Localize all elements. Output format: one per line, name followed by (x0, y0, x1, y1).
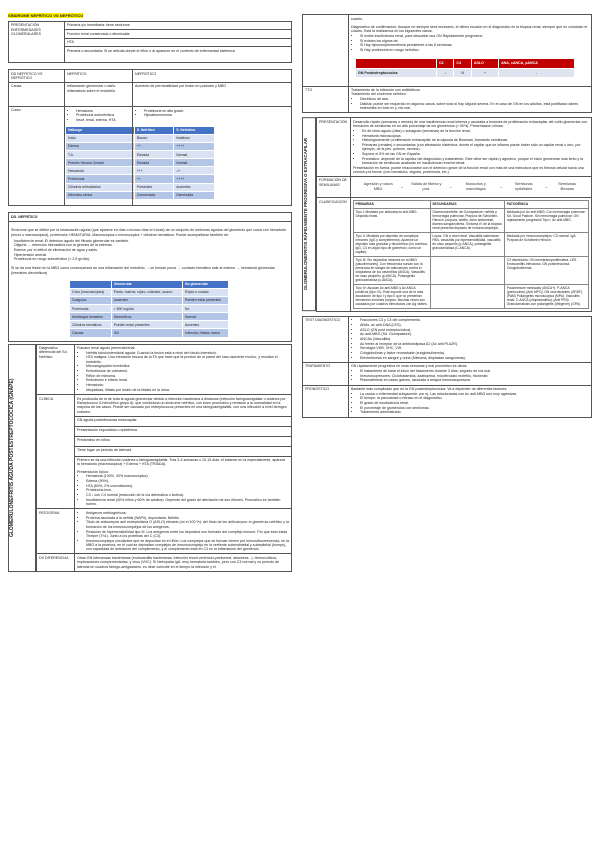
rpgn-vertical-label: GLOMERULONEFRITIS RÁPIDAMENTE PROGRESIVA O EXTRACAPILAR (302, 117, 316, 311)
table-cell: GN (111, 329, 182, 337)
table-row (66, 134, 215, 142)
ctab-head: ASLO (471, 59, 498, 68)
list-item: • Pronóstico: depende de la rapidez del diagnóstico y tratamiento. Este debe ser rápido y agresivo, porque el inicio glomerular más lento y la formación de semilunas acabarán en insuficiencia renal terminal. (362, 157, 589, 166)
table-cell: +++ (134, 167, 173, 175)
list-item: • Insuf. renal, edema, HTA (76, 118, 130, 122)
classification-table (353, 200, 589, 309)
table-cell: Mediada por Ac anti-MBG: Con hemorragia pulmonar: Sd. Good Pasture. Sin hemorragia pulmonar: GN rápidamente progresiva Tipo I, Ac anti-MBG. (505, 208, 589, 232)
table-cell: Pardo, marrón, rojizo, colerado, oscuro (111, 288, 182, 296)
table-cell: ++++ (174, 142, 215, 150)
table-cell: Glomerulonefritis: de Goodpasture: nefritis y hemorragia pulmonar. Púrpura de Schönlein-Henoch, púrpura, artritis, dolor abdominal, diarrea sanguinolenta. Síntoma IV de la biopsia renal presenta depósito de inmunocomplejos. (430, 208, 504, 232)
flow-step: Monocitos y macrófagos (465, 182, 486, 192)
arrow-right-icon: → (544, 184, 549, 189)
ctab-head: C3 (436, 59, 453, 68)
table-cell: Ausentes (174, 183, 215, 191)
def-cell: HTA (65, 38, 292, 46)
list-item: • Hipoalbuminemia (144, 113, 289, 117)
right-top-content (349, 15, 592, 87)
compare-label: Causa (9, 82, 65, 106)
rpgn-section (302, 117, 592, 311)
list-item: • HTA maligna: Una elevación brusca de la TA que hace que la presión de la pared del vaso aumente mucho, y resultan el endotelio. (86, 355, 289, 364)
rpgn-table (316, 117, 592, 311)
list-item: • Plasmaféresis en casos graves, asociada a terapia inmunosupresora. (360, 378, 589, 382)
text-line: GN rápidamente progresiva en unas semanas y mal pronóstico es ultras: (351, 364, 468, 369)
rpgn-label: CLASIFICACIÓN (317, 198, 351, 311)
text-line: Diagnóstico de confirmación: Aunque no siempre será necesario, el último escalón en el diagnóstico es la biopsia renal, siempre que no coincidan el cuadro. Está la realizamos en los siguientes casos: (351, 24, 588, 34)
ctab-head: ANA, cANCA, pANCA (499, 59, 575, 68)
bottom-table (302, 316, 592, 418)
gn-row-label: DX DIFERENCIAL (37, 554, 75, 571)
list-item: • Tratamiento administrado. (360, 410, 589, 414)
nefritico-section (8, 212, 292, 341)
list-item: Proteinuria en rango subnefrótico (< 2,5 gr/día). (14, 257, 90, 262)
list-item: • ANAs, ac anti-DNA (LES). (360, 323, 589, 327)
table-cell: Pueden estar presentes (183, 296, 229, 304)
complement-table (355, 58, 575, 78)
table-cell: Mediada por inmunocomplejos: C3 normal. IgA: Púrpura de Schönlein Henoch. (505, 232, 589, 256)
table-cell: Proteinuria (70, 305, 112, 313)
gn-clinic (75, 456, 292, 509)
text-line: Bastante más complicado que en la GN postestreptocócica. Va a depender de diferentes factores: (351, 387, 508, 392)
text-line: Tratamiento del síndrome nefrítico: (351, 92, 407, 97)
list-item: • Histológicamente: proliferación extracapilar de la cápsula de Bowman, formando semilunas. (362, 138, 589, 142)
prono-label: PRONÓSTICO (303, 385, 349, 417)
compare-label: Curso (9, 106, 65, 206)
compare-head: NEFRÓTICO (133, 70, 292, 83)
text-line: Primero se da una infección cutánea o faringoamigdalitis. Tras 3-4 semanas o 10-15 días: el balance en la especialmente, aparece la hematuria (macroscópica) + Edema + HTA (TRIADA). (77, 458, 286, 467)
list-item: • Si existen los signos de: (360, 39, 589, 43)
list-item: • Edema (90%). (86, 479, 289, 483)
page-title: SÍNDROME NEFRÍTICO VS NEFRÓTICO (8, 13, 84, 18)
ctab-head: C4 (454, 59, 471, 68)
list-item: • Primarias (renales) o secundarias (con afectación sistémica, donde el capilar que se inflama puede haber sido un capilar renal u otro, por ejemplo, de la piel, pulmón, nervios). (362, 143, 589, 152)
right-column (302, 14, 592, 418)
table-row (66, 167, 215, 175)
list-item: • Titulo de anticuerpos anti estreptolisina O (ASLO) elevado (no el 100 %): del título de los anticuerpos: el glomérulo-nefrítico y la formación de los inmunocomplejos de los antígenos. (86, 520, 289, 529)
table-cell: Pueden estar presentes (111, 321, 182, 329)
table-cell: Proteinuria (66, 175, 135, 183)
gn-table (36, 344, 292, 572)
list-item: • El tiempo: la precocidad o retraso en el diagnóstico. (360, 396, 589, 400)
list-item: • Nefritis tubulointersticial aguda: Cuando la lesión está a nivel del túbulo-intersticio. (86, 351, 289, 355)
list-item: • Inmunocomplejos circulantes que se depositan en el riñón: Los complejos que se forman vienen por inmunofluorescencia, en la MBG a la proteína, en el cual se depositan complejos de inmunocomplejo en la vertiente subendotelial y subepitelial (humps), con capacidad de activación del complemento, y el complemento está en C3 en la inflamación del glomérulo. (86, 539, 289, 552)
ctab-cell: + (471, 68, 498, 77)
ctab-cell: ↓ (436, 68, 453, 77)
table-cell: Conservada (134, 191, 173, 199)
table-row (354, 256, 589, 284)
table-cell: Edema (66, 142, 135, 150)
list-item: • Embolismos de colesterol. (86, 369, 289, 373)
list-item: • Diálisis: puede ser requerido en algunos casos, sobre todo si hay oliguria severa. En el caso de GN en los adultos, está justificado darles esteroides en bolo ev y vía oral. (360, 102, 589, 111)
list-item: • Fracciones C3 y C4 del complemento. (360, 318, 589, 322)
table-cell: > 500 mg/día (111, 305, 182, 313)
list-item: • Proteinuria en alto grado (144, 109, 289, 113)
table-cell: Hematuria (66, 167, 135, 175)
table-header: PRIMARIAS (354, 200, 431, 208)
list-item: • Riñón de mieloma. (86, 374, 289, 378)
gn-row-label: PATOGENIA (37, 509, 75, 554)
list-item: • Hematuria: (86, 383, 289, 387)
table-row (354, 232, 589, 256)
prono-content (349, 385, 592, 417)
arrow-right-icon: → (448, 184, 453, 189)
table-cell: Tipo IV: Asocian Ac anti-MBG y Ac ANCA positivos (tipo I II). Este supone una de la más asociación de tipo I y tipo II que no presentan elementos inmunes propios. Muchas veces son causados por cuadros infecciosos con Ag virales. (354, 284, 431, 308)
table-row (70, 296, 229, 304)
table-header: SECUNDARIAS (430, 200, 504, 208)
list-item: • Insuficiencia renal (40% niños y 60% de adultos). Depende del grado de afectación de sus riñones. Pronóstico es también bueno. (86, 498, 289, 507)
list-item: • Es de inicio agudo (días) o subagudo (semanas) de la función renal. (362, 129, 589, 133)
list-item: • Inmunosupresores: Ciclofosfamida, azatioprina, micofenolato mofetilo, rituximab. (360, 374, 589, 378)
nefritico-intro: Síndrome que se define por la instauración aguda (que aparece en días o incluso días en horas) de un conjunto de síntomas agudos del glomérulo que cursa con hematuria (micro o macroscópica), proteinuria: HEMATURIA: Macroscópica o microscópica + cilindros hemáticos. Puede acompañarse también de: (11, 228, 286, 237)
list-item: • Serología VHB, VHC, VIH. (360, 346, 589, 350)
compare-head: NEFRÍTICO (65, 70, 133, 83)
list-item: • Si existe insuficiencia renal, para descartar una GN Rápidamente progresiva. (360, 34, 589, 38)
flow-step: Semilunas epiteliales (514, 182, 533, 192)
list-item: • Hematuria microscópica. (362, 134, 589, 138)
blank-cell (303, 15, 349, 87)
list-item: • Ac frente al receptor de la antifosfolipasa A2 (Ac anti PLA2R). (360, 342, 589, 346)
table-cell: Rojizo o rosado (183, 288, 229, 296)
gn-row-content (75, 509, 292, 554)
table-cell: Elevada (134, 159, 173, 167)
gn-vertical-label: GLOMERULONEFRITIS AGUDA POSTESTREPTOCÓCICA (GNAPE) (8, 344, 36, 572)
table-row (70, 329, 229, 337)
compare-cell: Aumento de permeabilidad por lesión en podocito y MBG (133, 82, 292, 106)
table-cell: No (183, 305, 229, 313)
tto-content (349, 86, 592, 113)
trat-label: TRATAMIENTO (303, 362, 349, 385)
table-cell: Cilindros hemáticos (70, 321, 112, 329)
text-line: Tratamiento de la infección con antibióticos. (351, 88, 421, 93)
gn-section (8, 344, 292, 572)
definition-table (8, 21, 292, 63)
list-item: Insuficiencia renal: El deterioro agudo del filtrado glomerular es variable. (14, 238, 130, 243)
list-item: • Ac anti-MBG (Sd. Goodpasture). (360, 332, 589, 336)
table-cell: Ausentes (183, 321, 229, 329)
table-cell: Brusco (134, 134, 173, 142)
nefritico-nefrotico-table (65, 126, 215, 200)
table-cell: ++ (134, 175, 173, 183)
list-item: • Proteinuria leve. (86, 488, 289, 492)
ctab-cell: GN Postestreptocócica (356, 68, 437, 77)
table-cell: Pauciinmune mediadas (ANCA+): P-ANCA (perinuclear) (Anti MPO): GN necrotizantes (GRDF), (PAM) Poliangeítis microscópica (MPA). Vasculitis renal. C-ANCA (citoplasmático) (Anti PR3): Granulomatosis con poliangeítis (Wegener) (GPA). (505, 284, 589, 308)
text-line: Desarrollo rápido (semanas o meses) de una insuficiencia renal intensa y asociada a lesiones de proliferación extracapilar del ovillo glomerular con formación de semilunas en un alto porcentaje de los glomérulos (> 50%). Presentación clínica: (353, 119, 588, 129)
table-row (70, 288, 229, 296)
right-top-table (302, 14, 592, 113)
gn-row-label: Diagnóstico diferencial del Sd. Nefrítico (37, 344, 75, 394)
table-cell: -/+ (174, 167, 215, 175)
gn-row-content: Es producida de la de toda la aguda glomerular debido a infección bacteriana a distancia (infección faringoamigdalar o cutánea por Estreptococo ß-hemolítico grupo A), que condiciona un síndrome nefrítico, con buen pronóstico y remisión a la normalidad en la mayoría de los casos. Puede ser causado por estreptococos presentes en una faringoamigdalitis, con una infección a nivel faríngeo cutáneo. (75, 395, 292, 417)
table-row (70, 313, 229, 321)
table-cell: Dismórficos (111, 313, 182, 321)
list-item: • Microangiopatía trombótica. (86, 364, 289, 368)
gn-row-content (75, 344, 292, 394)
def-cell: Función renal conservada o disminuida (65, 30, 292, 38)
ctab-head (356, 59, 437, 68)
table-cell: C3 disminuido: GN membranoproliferativa. LES. Endocarditis infecciosa. GN postinfecciosa. Crioglobulinemia. (505, 256, 589, 284)
table-cell: Tipo I: Mediada por anticuerpos anti-MBG. Depósito lineal. (354, 208, 431, 232)
table-cell: Normal (174, 151, 215, 159)
rpgn-content (351, 118, 592, 177)
table-cell: Elevada (134, 151, 173, 159)
list-item: Oliguria → retención hidrosalina con la génesis de la edemas. (14, 243, 113, 248)
def-cell: Primaria y/o hereditaria: tiene sindrome (65, 21, 292, 29)
text-line: Presentación en forma: puede relacionarse con el deterioro grave de la función renal con más de una estructura que es fibrosis celular hacia una crónica y la forma: (con hematuria, oliguria, proteinuria, etc.). (353, 165, 584, 175)
left-column (8, 14, 292, 572)
list-item: • Diuréticos de asa. (360, 97, 589, 101)
table-row (66, 159, 215, 167)
table-cell: Normal (174, 159, 215, 167)
test-content (349, 316, 592, 362)
list-item: • Hematuria (76, 109, 130, 113)
glomerular-table (69, 280, 229, 338)
table-header: No glomerular (183, 280, 229, 288)
arrow-right-icon: → (400, 184, 405, 189)
gn-sub: Presentación esporádica o epidémica (75, 426, 292, 436)
table-cell: ++++ (174, 175, 215, 183)
nefritico-title: DD. NEFRÍTICO (9, 213, 291, 221)
compare-table (8, 69, 292, 206)
table-row (70, 305, 229, 313)
arrow-right-icon: → (499, 184, 504, 189)
table-cell (430, 284, 504, 308)
list-item: • El grado de insuficiencia renal. (360, 401, 589, 405)
table-cell: T.A. (66, 151, 135, 159)
table-cell: Ausentes (111, 296, 182, 304)
table-cell: Color (macroscópica) (70, 288, 112, 296)
table-cell: Normal (183, 313, 229, 321)
gn-row-content: Otras GN infecciosas bacterianas (endocarditis bacterianas, infección shunt ventrículo-peritoneal, abscesos...): Hemocultivos, exploraciones complementarias, y virus (VHC). Si Nefropatía IgA: muy hematuria también, pero con C3 normal y no periodo de latencia en cuadros faringo-amigdalares, es decir coincide en el tiempo la infección y el (75, 554, 292, 571)
gn-sub: Tiene lugar un periodo de latencia (75, 446, 292, 456)
table-cell: Presentes (134, 183, 173, 191)
table-header: Hallazgo (66, 126, 135, 134)
nefritico-extra: Si se da una lesión en la MBG como consecuencia de una inflamación del endotelio → se forman poros → contacto hemático sale al exterior → hematuria glomerular (hematíes dismórficos) (11, 266, 275, 275)
list-item: Edema: por el déficit de eliminación de agua y sales. (14, 248, 98, 253)
list-item: • Reacción de hipersensibilidad tipo III. Los antígenos entre los depósitos son formado del complejo inmune. Por que esto estas Theiper (Th1). Junto a los proteinas del C (C3). (86, 530, 289, 539)
table-row (66, 175, 215, 183)
table-cell: Inicio (66, 134, 135, 142)
list-item: • La causa o enfermedad subyacente: por ej. Las relacionadas con Ac anti-MBG son muy agresivas. (360, 392, 589, 396)
flow-step: Semilunas fibrosas (558, 182, 576, 192)
list-item: • Crioglobulinas y factor reumatoide (crioglobulinemia). (360, 351, 589, 355)
list-item: • ANCAs (Vasculitis). (360, 337, 589, 341)
table-row (354, 284, 589, 308)
text-line: cuadro. (351, 16, 363, 21)
data-table-wrap (65, 126, 289, 200)
trat-content (349, 362, 592, 385)
flow-diagram (351, 176, 592, 197)
nefritico-list (9, 239, 291, 262)
list-item: • Supone el 5% de las GN en España. (362, 152, 589, 156)
compare-head: DD NEFRÍTICO VS NEFRÓTICO (9, 70, 65, 83)
table-header (70, 280, 112, 288)
list-item: • Proteína asociada a la nefritis (NAPlr), depositada, Nefritis (86, 516, 289, 520)
table-row (66, 191, 215, 199)
table-cell (430, 256, 504, 284)
gn-sub: Predominio en niños (75, 436, 292, 446)
list-item: • El porcentaje de glomérulos con semilunas. (360, 406, 589, 410)
table-row (66, 183, 215, 191)
table-cell: Presión Venosa Central (66, 159, 135, 167)
table-cell: Lupus: GN a nivel renal. Vasculitis sistémicas: PAN, vasculitis por hipersensibilidad, vasculitis de vaso pequeño (p-ANCA), poliangeitis granulomatosa (C-ANCA). (430, 232, 504, 256)
list-item: • Electroforesis en sangre y orina (Mieloma, displasias sanguíneas). (360, 356, 589, 360)
table-header: Glomerular (111, 280, 182, 288)
table-row (66, 142, 215, 150)
gn-row-label: CLÍNICA (37, 395, 75, 509)
list-item: • Si Hay hipocomplementemia persistente a las 8 semanas. (360, 43, 589, 47)
list-item: • Proteinuria subnefrótica (76, 113, 130, 117)
list-item: • El tratamiento de base el inicio del tratamiento durante 3 días, seguido de vía oral. (360, 369, 589, 373)
table-header: PATOGÉNICA (505, 200, 589, 208)
list-item: • Antígenos nefritogénicos: (86, 511, 289, 515)
list-item: • HTA (60%; 2% convulsiones). (86, 484, 289, 488)
list-item: • Embolismo e infarto renal. (86, 378, 289, 382)
list-item: Hipertensión arterial. (14, 252, 48, 257)
table-row (66, 151, 215, 159)
table-cell: Tipo III: Sin depósitos inmunes en la MBG (pauciinmunes). Con frecuencia cursan con la presencia en sangre de anticuerpos contra el citoplasma de los neutrófilos (ANCA). Vasculitis de vaso pequeño (p-ANCA). Poliangeítis granulomatosa (c-ANCA). (354, 256, 431, 284)
text-line: Fracaso renal agudo prerrenal/renal: (77, 346, 136, 351)
list-item: • ASLO (GN post estreptocócica). (360, 328, 589, 332)
tto-label: TTO (303, 86, 349, 113)
table-cell: Cilindros eritrocitarios (66, 183, 135, 191)
ctab-cell: N (454, 68, 471, 77)
table-cell: Infección, litiasis, tumor (183, 329, 229, 337)
test-label: TEST DIAGNÓSTICO (303, 316, 349, 362)
table-cell: Coágulos (70, 296, 112, 304)
table-cell: Insidioso (174, 134, 215, 142)
flow-step: Salida de fibrina y prot. (411, 182, 442, 192)
table-header: S. Nefrítico (134, 126, 173, 134)
table-row (354, 208, 589, 232)
gn-sub: GN aguda postinfecciosa endocapilar (75, 416, 292, 426)
list-item: • Idiopáticas, litiasis por lesión de la litiasis en la orina. (86, 388, 289, 392)
table-cell: Albúmina sérica (66, 191, 135, 199)
ctab-cell: - (499, 68, 575, 77)
text-line: Presentación típica: (77, 469, 109, 474)
rpgn-label: PRESENTACIÓN (317, 118, 351, 177)
table-cell: Morfología hematíes (70, 313, 112, 321)
table-cell: Tipo II: Mediada por depósito de complejos inmunes (IgG y complemento). Aparece un depósito más granular y discontinuo (no continuo, IgG, C3 en algún tipo de glomérulo, como un capilar). (354, 232, 431, 256)
classification (351, 198, 592, 311)
def-cell: Primaria o secundaria: Si se articula donde el riñón o al aparecer en el contexto de enfermedad sistémica (65, 47, 292, 63)
flow-step: Agresión y rotura MBG (363, 182, 393, 192)
def-label: PRESENTACIÓN ENFERMEDADES GLOMERULARES (9, 21, 65, 62)
table-cell: Disminuida (174, 191, 215, 199)
list-item: • Hematuria (100%, 30% macroscópica). (86, 474, 289, 478)
table-cell: ++ (134, 142, 173, 150)
table-header: S. Nefrótico (174, 126, 215, 134)
table-cell: Causas (70, 329, 112, 337)
table-row (70, 321, 229, 329)
list-item: • Si Hay proteinuria en rango nefrótico. (360, 48, 589, 52)
list-item: • C3 ↓ con C4 normal (reducción de la vía alternativa o lectina). (86, 493, 289, 497)
compare-cell: Inflamación glomerular o daño inflamatorio sobre el endotelio (65, 82, 133, 106)
rpgn-label: FORMACIÓN DE SEMILUNAS (317, 176, 351, 197)
